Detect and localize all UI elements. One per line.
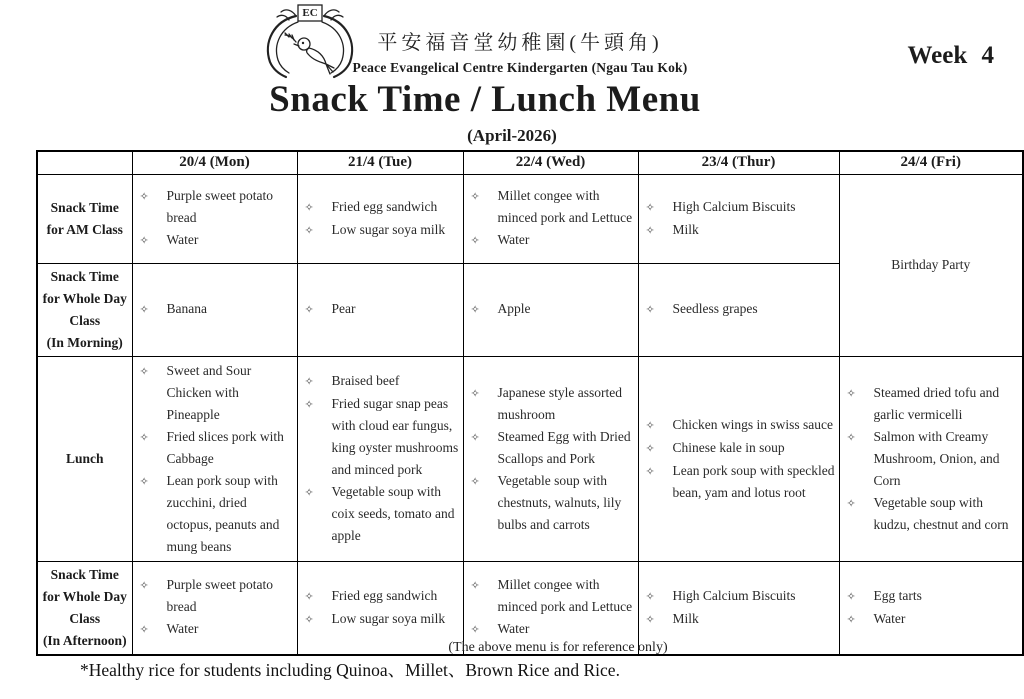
menu-item-text: Fried sugar snap peas with cloud ear fungus, king oyster mushrooms and minced pork [331,396,459,477]
menu-item [646,298,836,321]
menu-item-text: Vegetable soup with coix seeds, tomato and apple [331,484,455,543]
menu-table-body [37,174,1023,655]
diamond-bullet-icon: ✧ [470,474,480,488]
menu-table [36,150,1024,656]
menu-item [140,618,294,641]
menu-item-text: Fried egg sandwich [331,587,438,603]
menu-item [847,426,1020,492]
diamond-bullet-icon: ✧ [304,375,314,388]
menu-item [305,219,460,242]
menu-item-text: Lean pork soup with zucchini, dried octopus, peanuts and mung beans [166,472,280,554]
menu-cell [132,263,297,356]
menu-item-text: Fried egg sandwich [331,198,438,214]
menu-item-text: Water [873,610,906,626]
menu-item [305,298,460,321]
menu-item-text: High Calcium Biscuits [672,198,796,214]
diamond-bullet-icon: ✧ [645,464,655,478]
menu-cell [638,263,839,356]
row-label-line: Class [69,312,101,328]
menu-item-text: Purple sweet potato bread [166,577,273,614]
school-name-block [0,26,1024,76]
page-subtitle: (April-2026) [467,126,557,145]
diamond-bullet-icon: ✧ [470,623,480,636]
diamond-bullet-icon: ✧ [846,430,856,444]
diamond-bullet-icon: ✧ [304,589,314,603]
menu-item-text: Chinese kale in soup [672,439,785,455]
menu-item-text: Egg tarts [873,587,922,603]
diamond-bullet-icon: ✧ [846,612,856,626]
menu-item-text: Water [497,232,530,247]
menu-item [847,492,1020,536]
diamond-bullet-icon: ✧ [846,589,856,603]
diamond-bullet-icon: ✧ [846,496,856,510]
diamond-bullet-icon: ✧ [139,623,149,636]
diamond-bullet-icon: ✧ [470,430,480,444]
diamond-bullet-icon: ✧ [846,386,856,400]
menu-item [305,196,460,219]
menu-item-text: Water [166,621,199,636]
menu-item [305,608,460,631]
menu-item [471,470,635,536]
menu-item-text: Milk [672,221,699,237]
row-label [37,174,132,263]
menu-cell [463,263,638,356]
menu-item-text: Vegetable soup with chestnuts, walnuts, lily bulbs and carrots [497,472,622,532]
row-label [37,263,132,356]
diamond-bullet-icon: ✧ [139,579,149,592]
menu-cell [297,356,463,561]
menu-cell [297,174,463,263]
column-header: 23/4 (Thur) [638,151,839,174]
menu-item-text: Steamed Egg with Dried Scallops and Pork [497,428,631,466]
diamond-bullet-icon: ✧ [645,589,655,603]
menu-item-text: Japanese style assorted mushroom [497,384,622,422]
menu-item-text: Millet congee with minced pork and Lettuce [497,577,633,614]
school-name-chinese: 平安福音堂幼稚園(牛頭角) [377,32,663,54]
menu-cell [297,263,463,356]
menu-item [471,574,635,618]
menu-item-text: High Calcium Biscuits [672,587,796,603]
menu-item [305,370,460,393]
menu-item-text: Sweet and Sour Chicken with Pineapple [166,362,252,422]
column-header [37,151,132,174]
menu-item [140,298,294,321]
menu-item-text: Braised beef [331,373,400,388]
diamond-bullet-icon: ✧ [645,303,655,316]
diamond-bullet-icon: ✧ [139,364,149,378]
diamond-bullet-icon: ✧ [139,474,149,488]
menu-item [305,393,460,481]
menu-item [471,185,635,229]
menu-item-text: Pear [331,301,356,316]
special-event-cell: Birthday Party [839,174,1023,356]
menu-item-text: Water [497,621,530,636]
row-label-line: for AM Class [46,221,123,237]
menu-cell [839,356,1023,561]
diamond-bullet-icon: ✧ [304,398,314,411]
menu-item [847,608,1020,631]
menu-item-text: Millet congee with minced pork and Lettuce [497,188,633,225]
menu-item [471,618,635,641]
column-header: 24/4 (Fri) [839,151,1023,174]
column-header: 22/4 (Wed) [463,151,638,174]
diamond-bullet-icon: ✧ [645,418,655,432]
diamond-bullet-icon: ✧ [304,486,314,499]
menu-item [646,219,836,242]
menu-item [305,481,460,547]
menu-item-text: Chicken wings in swiss sauce [672,416,833,432]
table-row [37,356,1023,561]
diamond-bullet-icon: ✧ [304,223,314,237]
diamond-bullet-icon: ✧ [304,303,314,316]
menu-item [305,585,460,608]
menu-item [140,229,294,252]
menu-cell [132,356,297,561]
diamond-bullet-icon: ✧ [304,612,314,626]
row-label [37,356,132,561]
menu-item-text: Fried slices pork with Cabbage [166,428,284,466]
menu-item [646,437,836,460]
diamond-bullet-icon: ✧ [470,234,480,247]
menu-item-text: Low sugar soya milk [331,610,446,626]
diamond-bullet-icon: ✧ [139,190,149,203]
menu-item-text: Lean pork soup with speckled bean, yam and lotus root [672,462,835,500]
diamond-bullet-icon: ✧ [470,386,480,400]
menu-cell [463,356,638,561]
menu-item-text: Salmon with Creamy Mushroom, Onion, and Corn [873,428,1000,488]
row-label-line: (In Afternoon) [42,632,127,648]
column-header: 21/4 (Tue) [297,151,463,174]
menu-item [140,470,294,558]
page-header [0,0,1024,150]
menu-item-text: Vegetable soup with kudzu, chestnut and corn [873,494,1009,532]
week-label: Week 4 [907,42,994,69]
diamond-bullet-icon: ✧ [645,223,655,237]
row-label-line: Class [69,610,101,626]
column-header: 20/4 (Mon) [132,151,297,174]
diamond-bullet-icon: ✧ [139,303,149,316]
ec-emblem-text: EC [302,7,318,19]
diamond-bullet-icon: ✧ [645,612,655,626]
table-row [37,174,1023,263]
row-label-line: Snack Time [50,566,119,582]
menu-item [646,608,836,631]
menu-item-text: Purple sweet potato bread [166,188,273,225]
row-label-line: Snack Time [50,199,119,215]
diamond-bullet-icon: ✧ [470,190,480,203]
menu-cell [463,174,638,263]
diamond-bullet-icon: ✧ [470,579,480,592]
diamond-bullet-icon: ✧ [139,430,149,444]
menu-table-header-row [37,151,1023,174]
menu-item [646,585,836,608]
menu-item-text: Apple [497,301,531,316]
menu-item [140,574,294,618]
menu-item [471,426,635,470]
row-label-line: (In Morning) [46,334,123,350]
menu-item-text: Steamed dried tofu and garlic vermicelli [873,384,1000,422]
row-label-line: Snack Time [50,268,119,284]
menu-cell [638,356,839,561]
menu-item [847,585,1020,608]
menu-item [847,382,1020,426]
diamond-bullet-icon: ✧ [304,200,314,214]
menu-item-text: Low sugar soya milk [331,221,446,237]
menu-item [140,185,294,229]
menu-item-text: Banana [166,301,207,316]
menu-item [140,426,294,470]
menu-item-text: Water [166,232,199,247]
row-label-line: for Whole Day [42,290,127,306]
diamond-bullet-icon: ✧ [139,234,149,247]
menu-item [646,414,836,437]
menu-item-text: Milk [672,610,699,626]
menu-item [471,382,635,426]
menu-item [646,196,836,219]
row-label-line: for Whole Day [42,588,127,604]
menu-cell [132,174,297,263]
menu-cell [638,174,839,263]
healthy-rice-note: *Healthy rice for students including Quinoa、Millet、Brown Rice and Rice. [80,660,620,680]
diamond-bullet-icon: ✧ [470,303,480,316]
menu-item [646,460,836,504]
menu-item [471,229,635,252]
menu-item [471,298,635,321]
page-title: Snack Time / Lunch Menu [269,79,701,120]
row-label-line: Lunch [65,450,104,466]
menu-item [140,360,294,426]
school-name-english: Peace Evangelical Centre Kindergarten (Ngau Tau Kok) [352,60,688,75]
diamond-bullet-icon: ✧ [645,441,655,455]
diamond-bullet-icon: ✧ [645,200,655,214]
reference-note: (The above menu is for reference only) [448,640,668,655]
menu-item-text: Seedless grapes [672,301,758,316]
